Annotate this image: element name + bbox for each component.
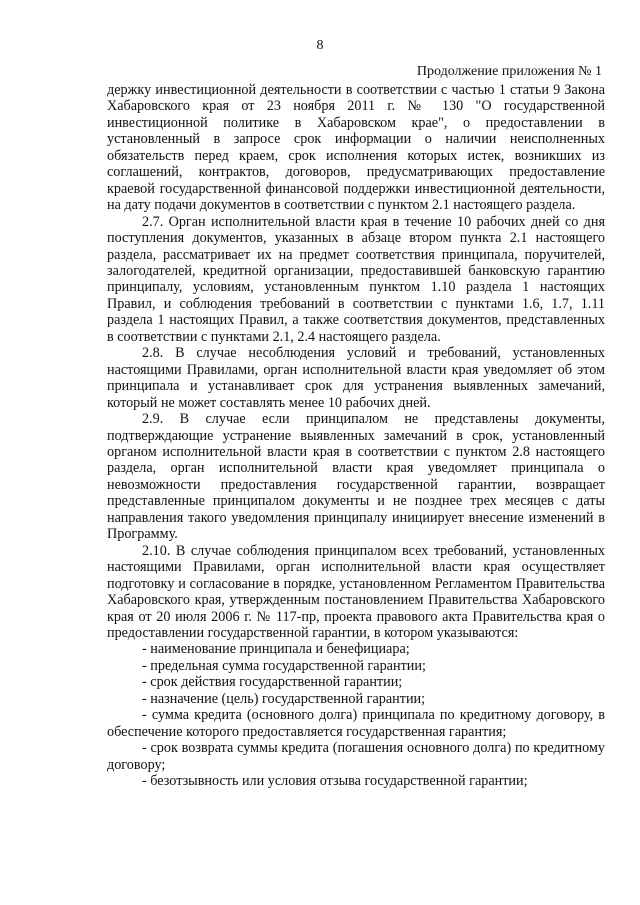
list-item: - назначение (цель) государственной гарантии;: [142, 690, 426, 707]
page-number: 8: [316, 38, 324, 53]
paragraph-2-10: 2.10. В случае соблюдения принципалом всех требований, установленных настоящими Правилами, орган исполнительной власти края осуществляет подготовку и согласование в порядке, установленном Регламентом Правительства Хабаровского края, утвержденным постановлением Правительства Хабаровского края от 20 июля 2006 г. № 117-пр, проекта правового акта Правительства края о предоставлении государственной гарантии, в котором указываются:: [107, 542, 605, 641]
list-item: - предельная сумма государственной гарантии;: [142, 657, 426, 674]
list-item: - срок возврата суммы кредита (погашения основного долга) по кредитному договору;: [107, 740, 605, 773]
list-item: - сумма кредита (основного долга) принципала по кредитному договору, в обеспечение которого предоставляется государственная гарантия;: [107, 707, 605, 740]
appendix-continuation-note: Продолжение приложения № 1: [416, 64, 602, 79]
list-item: - наименование принципала и бенефициара;: [142, 641, 410, 658]
document-body: [107, 82, 605, 789]
list-item: - срок действия государственной гарантии;: [142, 674, 403, 691]
paragraph-2-7: 2.7. Орган исполнительной власти края в течение 10 рабочих дней со дня поступления документов, указанных в абзаце втором пункта 2.1 настоящего раздела, рассматривает их на предмет соответствия принципала, поручителей, залогодателей, кредитной организации, предоставившей банковскую гарантию принципалу, условиям, установленным пунктом 1.10 раздела 1 настоящих Правил, и соблюдения требований в соответствии с пунктами 1.6, 1.7, 1.11 раздела 1 настоящих Правил, а также соответствия документов, представленных в соответствии с пунктами 2.1, 2.4 настоящего раздела.: [107, 213, 605, 345]
paragraph-2-9: 2.9. В случае если принципалом не представлены документы, подтверждающие устранение выявленных замечаний в срок, установленный органом исполнительной власти края в соответствии с пунктом 2.8 настоящего раздела, орган исполнительной власти края уведомляет принципала о невозможности предоставления государственной гарантии, возвращает представленные принципалом документы и не позднее трех месяцев с даты направления такого уведомления принципалу инициирует внесение изменений в Программу.: [107, 411, 605, 543]
paragraph-continuation: держку инвестиционной деятельности в соответствии с частью 1 статьи 9 Закона Хабаровского края от 23 ноября 2011 г. № 130 "О государственной инвестиционной политике в Хабаровском крае", о предоставлении в установленный в запросе срок информации о наличии неисполненных обязательств перед краем, срок исполнения которых истек, возникших из соглашений, контрактов, договоров, предусматривающих предоставление краевой государственной финансовой поддержки инвестиционной деятельности, на дату подачи документов в соответствии с пунктом 2.1 настоящего раздела.: [107, 82, 605, 214]
paragraph-2-8: 2.8. В случае несоблюдения условий и требований, установленных настоящими Правилами, орган исполнительной власти края уведомляет об этом принципала и устанавливает срок для устранения выявленных замечаний, который не может составлять менее 10 рабочих дней.: [107, 345, 605, 411]
list-item: - безотзывность или условия отзыва государственной гарантии;: [142, 773, 528, 790]
